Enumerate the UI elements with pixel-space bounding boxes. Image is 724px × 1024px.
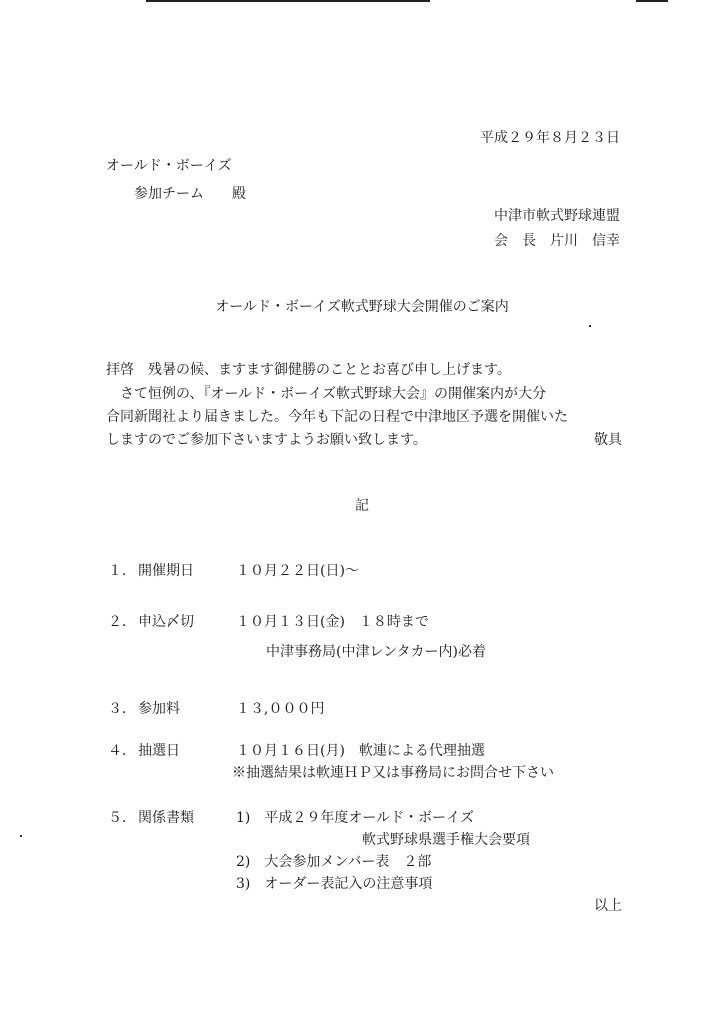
item-extra: 2) 大会参加メンバー表 ２部 <box>236 854 432 870</box>
item-label: 関係書類 <box>138 810 194 826</box>
end-mark: 以上 <box>594 898 622 914</box>
body-line-3: 合同新聞社より届きました。今年も下記の日程で中津地区予選を開催いた <box>106 409 568 425</box>
item-value: １３,０００円 <box>236 701 325 717</box>
item-number: ３． <box>108 701 136 717</box>
item-extra: 軟式野球県選手権大会要項 <box>362 832 530 848</box>
item-label: 抽選日 <box>138 743 180 759</box>
sender-organization: 中津市軟式野球連盟 <box>494 208 620 224</box>
item-label: 開催期日 <box>138 563 194 579</box>
scan-speck <box>20 835 22 837</box>
item-value: １０月２２日(日)～ <box>236 563 359 579</box>
item-number: ４． <box>108 743 136 759</box>
recipient-group: オールド・ボーイズ <box>106 158 232 174</box>
document-title: オールド・ボーイズ軟式野球大会開催のご案内 <box>215 299 509 315</box>
scan-speck <box>589 325 591 327</box>
item-label: 申込〆切 <box>138 614 194 630</box>
item-value: 1) 平成２９年度オールド・ボーイズ <box>236 810 474 826</box>
item-extra: 中津事務局(中津レンタカー内)必着 <box>266 644 487 660</box>
item-label: 参加料 <box>138 701 180 717</box>
item-value: １０月１６日(月) 軟連による代理抽選 <box>236 743 485 759</box>
item-value: １０月１３日(金) １８時まで <box>236 614 429 630</box>
item-extra: 3) オーダー表記入の注意事項 <box>236 876 433 892</box>
sender-name: 会 長 片川 信幸 <box>494 233 620 249</box>
document-date: 平成２９年８月２３日 <box>480 130 620 146</box>
scan-edge-mark <box>636 0 668 2</box>
recipient-teams: 参加チーム 殿 <box>134 186 246 202</box>
item-number: ２． <box>108 614 136 630</box>
closing-keigu: 敬具 <box>594 432 622 448</box>
ki-heading: 記 <box>355 498 369 514</box>
item-extra: ※抽選結果は軟連ＨＰ又は事務局にお問合せ下さい <box>232 765 554 781</box>
scan-edge-mark <box>146 0 430 2</box>
item-number: １． <box>108 563 136 579</box>
body-line-4: しますのでご参加下さいますようお願い致します。 <box>106 432 427 448</box>
item-number: ５． <box>108 810 136 826</box>
body-line-2: さて恒例の、『オールド・ボーイズ軟式野球大会』の開催案内が大分 <box>106 386 547 402</box>
body-line-1: 拝啓 残暑の候、ますます御健勝のこととお喜び申し上げます。 <box>106 362 511 378</box>
